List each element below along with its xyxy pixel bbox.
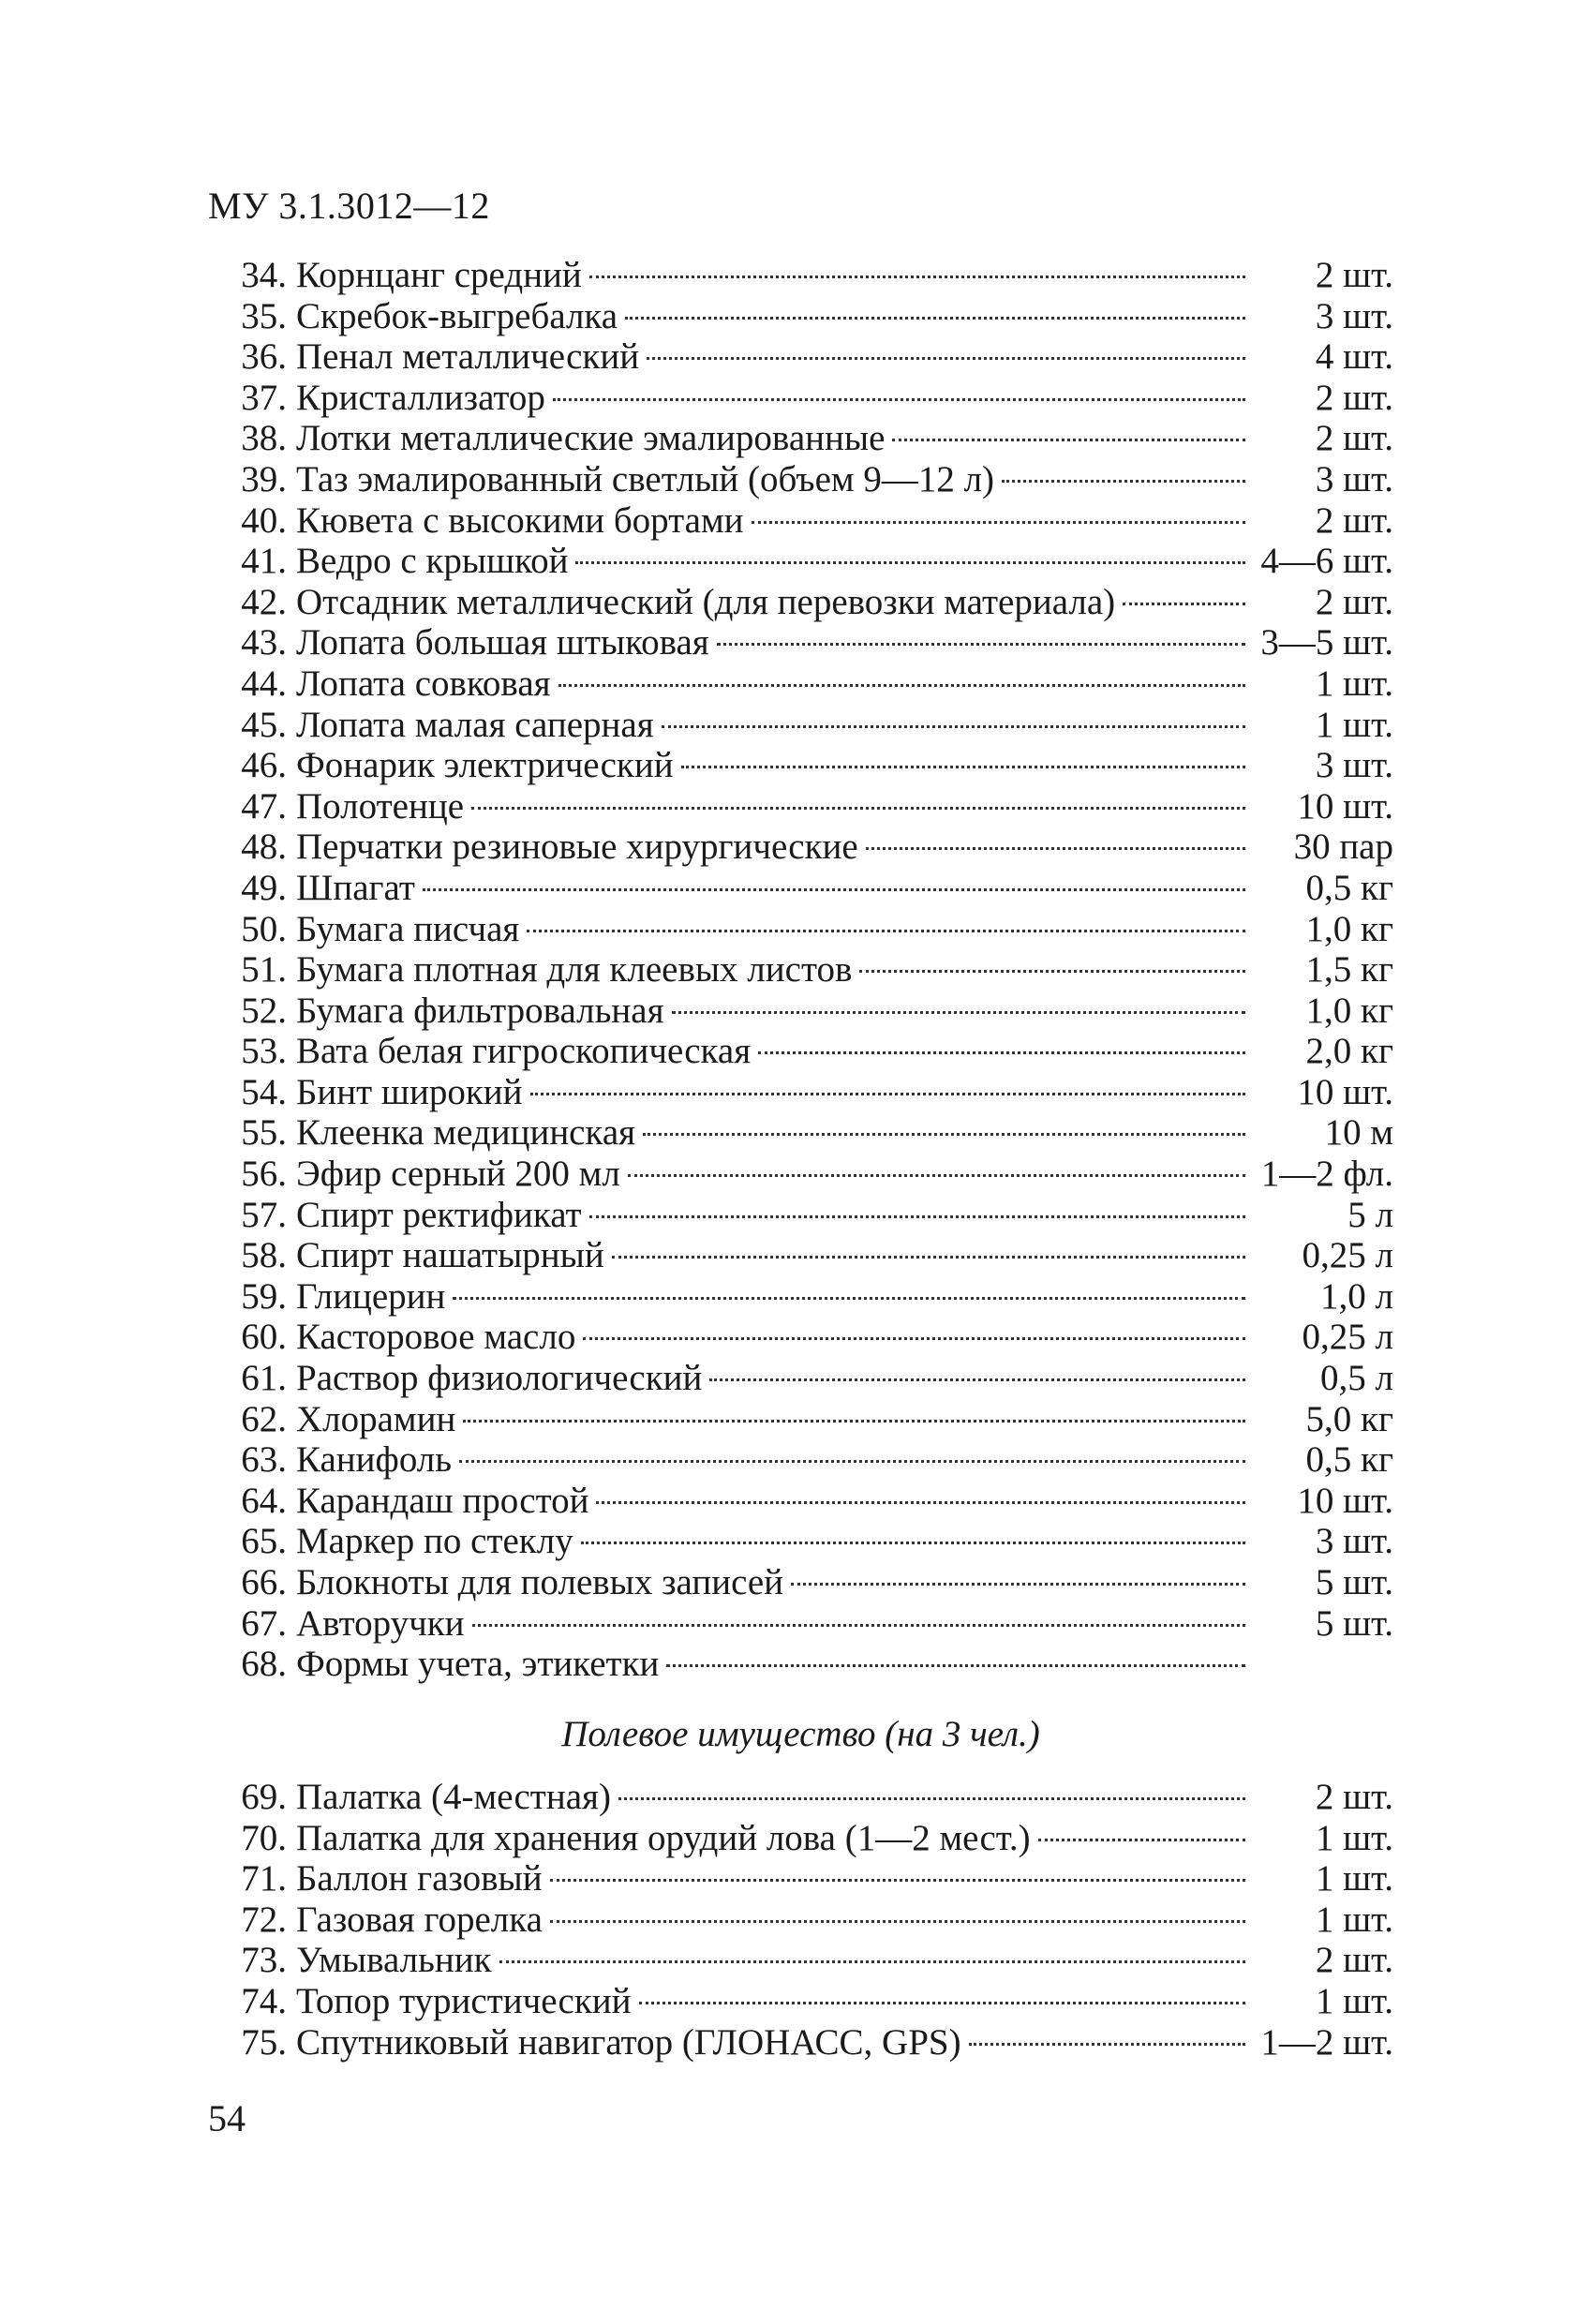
item-number: 49.: [241, 867, 287, 908]
dot-leader: [1123, 603, 1245, 605]
item-quantity: 3 шт.: [1315, 1521, 1393, 1562]
dot-leader: [550, 1879, 1245, 1882]
item-number: 37.: [241, 377, 287, 418]
item-label: Кристаллизатор: [296, 377, 545, 418]
list-item: [208, 1154, 1393, 1195]
list-item: [208, 378, 1393, 419]
item-label: Спирт нашатырный: [296, 1235, 604, 1276]
dot-leader: [969, 2043, 1245, 2046]
item-quantity: 3—5 шт.: [1260, 622, 1393, 663]
item-label: Касторовое масло: [296, 1317, 576, 1358]
dot-leader: [575, 561, 1245, 564]
dot-leader: [717, 643, 1245, 646]
list-item: [208, 991, 1393, 1032]
item-label: Маркер по стеклу: [296, 1521, 573, 1562]
item-number: 71.: [241, 1858, 287, 1899]
item-quantity: 1—2 шт.: [1260, 2021, 1393, 2063]
item-number: 40.: [241, 499, 287, 541]
list-item: [208, 1276, 1393, 1318]
item-label: Топор туристический: [296, 1980, 632, 2021]
dot-leader: [558, 684, 1245, 687]
item-label: Авторучки: [296, 1602, 465, 1644]
list-item: [208, 622, 1393, 663]
list-item: [208, 786, 1393, 827]
item-quantity: 10 шт.: [1297, 785, 1393, 827]
list-item: [208, 909, 1393, 950]
item-label: Таз эмалированный светлый (объем 9—12 л): [296, 458, 995, 499]
item-label: Вата белая гигроскопическая: [296, 1031, 752, 1072]
item-label: Бумага писчая: [296, 908, 520, 949]
item-label: Глицерин: [296, 1275, 446, 1317]
item-quantity: 0,5 кг: [1305, 867, 1393, 908]
dot-leader: [527, 930, 1245, 932]
item-number: 63.: [241, 1439, 287, 1481]
item-quantity: 1 шт.: [1315, 1899, 1393, 1940]
dot-leader: [553, 398, 1245, 401]
dot-leader: [453, 1297, 1245, 1300]
item-number: 54.: [241, 1071, 287, 1112]
item-quantity: 1,5 кг: [1305, 949, 1393, 991]
item-label: Полотенце: [296, 785, 465, 827]
item-number: 43.: [241, 622, 287, 663]
item-quantity: 2 шт.: [1315, 255, 1393, 295]
list-item: [208, 1818, 1393, 1859]
item-quantity: 30 пар: [1293, 827, 1393, 868]
dot-leader: [581, 1542, 1245, 1544]
item-label: Шпагат: [296, 867, 415, 908]
item-number: 45.: [241, 704, 287, 745]
equipment-list-part-1: [208, 255, 1393, 1685]
item-quantity: 1,0 л: [1320, 1275, 1393, 1317]
list-item: [208, 1481, 1393, 1522]
dot-leader: [752, 521, 1245, 524]
dot-leader: [530, 1093, 1245, 1095]
item-quantity: 1 шт.: [1315, 663, 1393, 704]
dot-leader: [662, 725, 1245, 728]
list-item: [208, 541, 1393, 582]
dot-leader: [596, 1501, 1245, 1504]
item-quantity: 0,5 кг: [1305, 1439, 1393, 1481]
dot-leader: [618, 1797, 1245, 1800]
list-item: [208, 1777, 1393, 1818]
item-number: 34.: [241, 255, 287, 295]
list-item: [208, 500, 1393, 542]
dot-leader: [681, 766, 1245, 768]
item-label: Блокноты для полевых записей: [296, 1562, 784, 1602]
page-number: 54: [208, 2097, 246, 2139]
list-item: [208, 255, 1393, 296]
item-number: 64.: [241, 1480, 287, 1521]
item-label: Баллон газовый: [296, 1858, 543, 1899]
item-label: Формы учета, этикетки: [296, 1644, 660, 1685]
item-number: 60.: [241, 1317, 287, 1358]
item-label: Скребок-выгребалка: [296, 295, 618, 336]
list-item: [208, 1031, 1393, 1072]
item-quantity: 0,25 л: [1302, 1317, 1393, 1358]
item-quantity: 1 шт.: [1315, 1980, 1393, 2021]
item-quantity: 0,5 л: [1320, 1358, 1393, 1399]
item-number: 57.: [241, 1194, 287, 1235]
list-item: [208, 745, 1393, 786]
list-item: [208, 2022, 1393, 2063]
dot-leader: [499, 1960, 1245, 1963]
item-quantity: 3 шт.: [1315, 745, 1393, 786]
item-quantity: 4—6 шт.: [1260, 541, 1393, 582]
list-item: [208, 949, 1393, 991]
list-item: [208, 1562, 1393, 1603]
item-label: Газовая горелка: [296, 1899, 543, 1940]
dot-leader: [589, 276, 1245, 278]
item-quantity: 2,0 кг: [1305, 1031, 1393, 1072]
list-item: [208, 868, 1393, 909]
list-item: [208, 827, 1393, 868]
item-quantity: 2 шт.: [1315, 1940, 1393, 1981]
item-quantity: 10 м: [1324, 1112, 1393, 1154]
item-number: 74.: [241, 1980, 287, 2021]
dot-leader: [625, 317, 1245, 320]
dot-leader: [639, 2002, 1245, 2004]
dot-leader: [1038, 1839, 1245, 1841]
item-label: Клеенка медицинская: [296, 1112, 636, 1154]
item-quantity: 1,0 кг: [1305, 908, 1393, 949]
dot-leader: [647, 357, 1245, 360]
item-label: Лопата большая штыковая: [296, 622, 709, 663]
item-label: Фонарик электрический: [296, 745, 674, 786]
list-item: [208, 296, 1393, 337]
item-label: Канифоль: [296, 1439, 453, 1481]
item-number: 35.: [241, 295, 287, 336]
item-number: 48.: [241, 827, 287, 868]
dot-leader: [612, 1256, 1245, 1259]
item-number: 66.: [241, 1562, 287, 1602]
list-item: [208, 336, 1393, 378]
item-quantity: 2 шт.: [1315, 499, 1393, 541]
item-number: 59.: [241, 1275, 287, 1317]
item-number: 58.: [241, 1235, 287, 1276]
item-quantity: 1—2 фл.: [1260, 1154, 1393, 1195]
item-number: 42.: [241, 581, 287, 622]
item-quantity: 1 шт.: [1315, 704, 1393, 745]
item-quantity: 5 л: [1347, 1194, 1393, 1235]
section-title: Полевое имущество (на 3 чел.): [561, 1714, 1040, 1754]
item-quantity: 1 шт.: [1315, 1858, 1393, 1899]
list-item: [208, 705, 1393, 746]
item-label: Лопата совковая: [296, 663, 551, 704]
list-item: [208, 1940, 1393, 1981]
item-number: 41.: [241, 541, 287, 582]
item-label: Кювета с высокими бортами: [296, 499, 744, 541]
item-label: Лотки металлические эмалированные: [296, 418, 886, 459]
item-quantity: 4 шт.: [1315, 336, 1393, 378]
list-item: [208, 1899, 1393, 1941]
item-number: 72.: [241, 1899, 287, 1940]
item-quantity: 3 шт.: [1315, 295, 1393, 336]
item-number: 70.: [241, 1817, 287, 1858]
item-number: 75.: [241, 2021, 287, 2063]
dot-leader: [859, 970, 1245, 973]
item-label: Спутниковый навигатор (ГЛОНАСС, GPS): [296, 2021, 961, 2063]
item-quantity: 2 шт.: [1315, 418, 1393, 459]
list-item: [208, 1603, 1393, 1645]
item-label: Палатка для хранения орудий лова (1—2 мест.): [296, 1817, 1031, 1858]
item-quantity: 0,25 л: [1302, 1235, 1393, 1276]
dot-leader: [1002, 480, 1245, 483]
item-label: Бумага фильтровальная: [296, 990, 664, 1031]
item-label: Ведро с крышкой: [296, 541, 569, 582]
item-number: 65.: [241, 1521, 287, 1562]
list-item: [208, 663, 1393, 705]
item-label: Спирт ректификат: [296, 1194, 582, 1235]
list-item: [208, 1399, 1393, 1440]
item-quantity: 5 шт.: [1315, 1562, 1393, 1602]
item-number: 46.: [241, 745, 287, 786]
item-label: Эфир серный 200 мл: [296, 1154, 620, 1195]
item-quantity: 10 шт.: [1297, 1480, 1393, 1521]
dot-leader: [709, 1378, 1245, 1381]
item-label: Карандаш простой: [296, 1480, 589, 1521]
list-item: [208, 582, 1393, 623]
dot-leader: [892, 439, 1245, 441]
list-item: [208, 1858, 1393, 1899]
item-number: 52.: [241, 990, 287, 1031]
dot-leader: [583, 1337, 1245, 1340]
equipment-list-part-2: [208, 1777, 1393, 2063]
dot-leader: [423, 888, 1245, 891]
item-number: 55.: [241, 1112, 287, 1154]
dot-leader: [643, 1133, 1245, 1136]
item-label: Хлорамин: [296, 1398, 456, 1439]
dot-leader: [471, 807, 1245, 810]
dot-leader: [758, 1051, 1245, 1054]
item-label: Перчатки резиновые хирургические: [296, 827, 858, 868]
list-item: [208, 1358, 1393, 1399]
item-quantity: 10 шт.: [1297, 1071, 1393, 1112]
item-number: 51.: [241, 949, 287, 991]
document-code: МУ 3.1.3012—12: [208, 185, 490, 227]
item-label: Пенал металлический: [296, 336, 640, 378]
item-label: Корнцанг средний: [296, 255, 582, 295]
item-label: Умывальник: [296, 1940, 492, 1981]
item-label: Бинт широкий: [296, 1071, 523, 1112]
list-item: [208, 1235, 1393, 1276]
item-number: 44.: [241, 663, 287, 704]
list-item: [208, 459, 1393, 500]
dot-leader: [472, 1624, 1245, 1627]
item-number: 69.: [241, 1777, 287, 1817]
list-item: [208, 1195, 1393, 1236]
item-number: 67.: [241, 1602, 287, 1644]
item-number: 39.: [241, 458, 287, 499]
item-label: Раствор физиологический: [296, 1358, 703, 1399]
item-number: 61.: [241, 1358, 287, 1399]
item-number: 50.: [241, 908, 287, 949]
dot-leader: [628, 1174, 1245, 1177]
dot-leader: [550, 1920, 1245, 1923]
list-item: [208, 1112, 1393, 1154]
item-quantity: 1,0 кг: [1305, 990, 1393, 1031]
dot-leader: [459, 1460, 1245, 1463]
item-quantity: 2 шт.: [1315, 1777, 1393, 1817]
list-item: [208, 1439, 1393, 1481]
item-quantity: 2 шт.: [1315, 581, 1393, 622]
item-quantity: 2 шт.: [1315, 377, 1393, 418]
item-number: 62.: [241, 1398, 287, 1439]
list-item: [208, 1072, 1393, 1113]
dot-leader: [463, 1420, 1245, 1423]
item-number: 56.: [241, 1154, 287, 1195]
list-item: [208, 1981, 1393, 2022]
item-label: Бумага плотная для клеевых листов: [296, 949, 853, 991]
dot-leader: [666, 1664, 1245, 1667]
dot-leader: [791, 1583, 1245, 1586]
dot-leader: [866, 847, 1245, 850]
list-item: [208, 1317, 1393, 1358]
item-label: Отсадник металлический (для перевозки материала): [296, 581, 1116, 622]
item-quantity: 1 шт.: [1315, 1817, 1393, 1858]
item-number: 36.: [241, 336, 287, 378]
item-quantity: 5,0 кг: [1305, 1398, 1393, 1439]
dot-leader: [672, 1011, 1245, 1014]
item-label: Палатка (4-местная): [296, 1777, 611, 1817]
list-item: [208, 418, 1393, 459]
dot-leader: [589, 1215, 1245, 1218]
item-label: Лопата малая саперная: [296, 704, 654, 745]
item-number: 47.: [241, 785, 287, 827]
item-number: 53.: [241, 1031, 287, 1072]
item-number: 38.: [241, 418, 287, 459]
list-item: [208, 1521, 1393, 1562]
item-number: 73.: [241, 1940, 287, 1981]
item-quantity: 3 шт.: [1315, 458, 1393, 499]
list-item: [208, 1644, 1393, 1685]
item-number: 68.: [241, 1644, 287, 1685]
item-quantity: 5 шт.: [1315, 1602, 1393, 1644]
